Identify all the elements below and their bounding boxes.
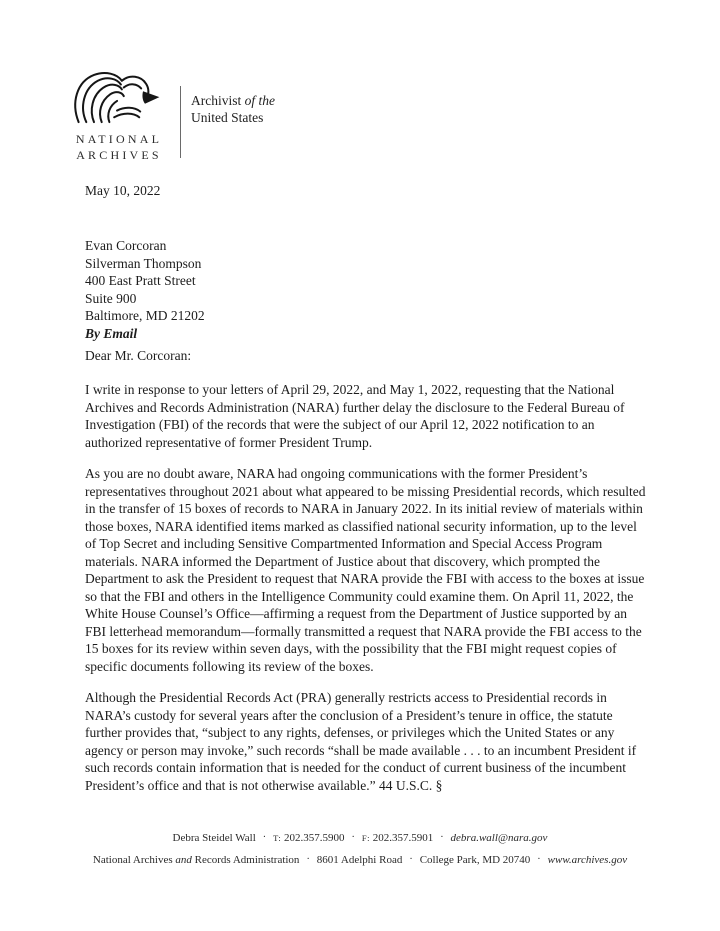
footer-phone-label: T: bbox=[273, 833, 282, 843]
letter-footer bbox=[0, 827, 720, 871]
letterhead-divider bbox=[180, 86, 181, 158]
body-paragraph-1: I write in response to your letters of April 29, 2022, and May 1, 2022, requesting that the National Archives and Records Administration (NARA) further delay the disclosure to the Federal Bureau of Investigation (FBI) of the records that were the subject of our April 12, 2022 notification to an authorized representative of former President Trump. bbox=[85, 382, 625, 450]
footer-fax-label: F: bbox=[361, 833, 370, 843]
footer-name: Debra Steidel Wall bbox=[172, 832, 256, 844]
footer-org-and: and bbox=[175, 854, 192, 866]
body-paragraph-2: As you are no doubt aware, NARA had ongoing communications with the former President’s representatives throughout 2021 about what appeared to be missing Presidential records, which resulted in the transfer of 15 boxes of records to NARA in January 2022. In its initial review of materials within those boxes, NARA identified items marked as classified national security information, up to the level of Top Secret and including Sensitive Compartmented Information and Special Access Program materials. NARA informed the Department of Justice about that discovery, which prompted the Department to ask the President to request that NARA provide the FBI with access to the boxes at issue so that the FBI and others in the Intelligence Community could examine them. On April 11, 2022, the White House Counsel’s Office—affirming a request from the Department of Justice supported by an FBI letterhead memorandum—formally transmitted a request that NARA provide the FBI access to the 15 boxes for its review within seven days, with the possibility that the FBI might request copies of specific documents following its review of the boxes. bbox=[85, 466, 646, 674]
letter-body bbox=[85, 381, 651, 808]
org-name-line-2: ARCHIVES bbox=[76, 148, 162, 162]
footer-separator: · bbox=[306, 854, 310, 865]
footer-separator: · bbox=[262, 832, 267, 843]
national-archives-eagle-icon bbox=[66, 68, 172, 130]
recipient-suite: Suite 900 bbox=[85, 290, 137, 306]
letterhead bbox=[66, 68, 275, 162]
footer-separator: · bbox=[440, 832, 444, 843]
footer-contact-line bbox=[0, 827, 720, 849]
delivery-method: By Email bbox=[85, 325, 138, 341]
footer-separator: · bbox=[409, 854, 413, 865]
national-archives-logo bbox=[66, 68, 172, 162]
archivist-title-roman: Archivist bbox=[191, 93, 242, 108]
body-paragraph-3: Although the Presidential Records Act (PRA) generally restricts access to Presidential records in NARA’s custody for several years after the conclusion of a President’s tenure in office, the statute further provides that, “subject to any rights, defenses, or privileges which the United States or any agency or person may invoke,” such records “shall be made available . . . to an incumbent President if such records contain information that is needed for the conduct of current business of the incumbent President’s office and that is not otherwise available.” 44 U.S.C. § bbox=[85, 690, 637, 793]
archivist-title-line-1 bbox=[191, 92, 275, 109]
footer-street: 8601 Adelphi Road bbox=[316, 854, 403, 866]
footer-org-pre: National Archives bbox=[92, 854, 173, 866]
recipient-name: Evan Corcoran bbox=[85, 238, 167, 253]
footer-separator: · bbox=[537, 854, 541, 865]
letter-date: May 10, 2022 bbox=[85, 183, 161, 198]
salutation: Dear Mr. Corcoran: bbox=[85, 348, 192, 363]
archivist-title-italic: of the bbox=[244, 93, 275, 108]
footer-city: College Park, MD 20740 bbox=[419, 854, 531, 866]
recipient-firm: Silverman Thompson bbox=[85, 255, 202, 271]
footer-fax: 202.357.5901 bbox=[372, 832, 434, 844]
archivist-title bbox=[191, 92, 275, 126]
recipient-address-block bbox=[85, 237, 205, 342]
footer-org-post: Records Administration bbox=[194, 854, 300, 866]
footer-website: www.archives.gov bbox=[547, 854, 628, 866]
archivist-title-line-2: United States bbox=[191, 110, 264, 125]
footer-address-line bbox=[0, 849, 720, 871]
footer-email: debra.wall@nara.gov bbox=[450, 832, 548, 844]
org-name-line-1: NATIONAL bbox=[75, 132, 163, 146]
recipient-street: 400 East Pratt Street bbox=[85, 273, 196, 288]
footer-phone: 202.357.5900 bbox=[284, 832, 345, 844]
footer-separator: · bbox=[351, 832, 355, 843]
recipient-city: Baltimore, MD 21202 bbox=[85, 308, 205, 323]
